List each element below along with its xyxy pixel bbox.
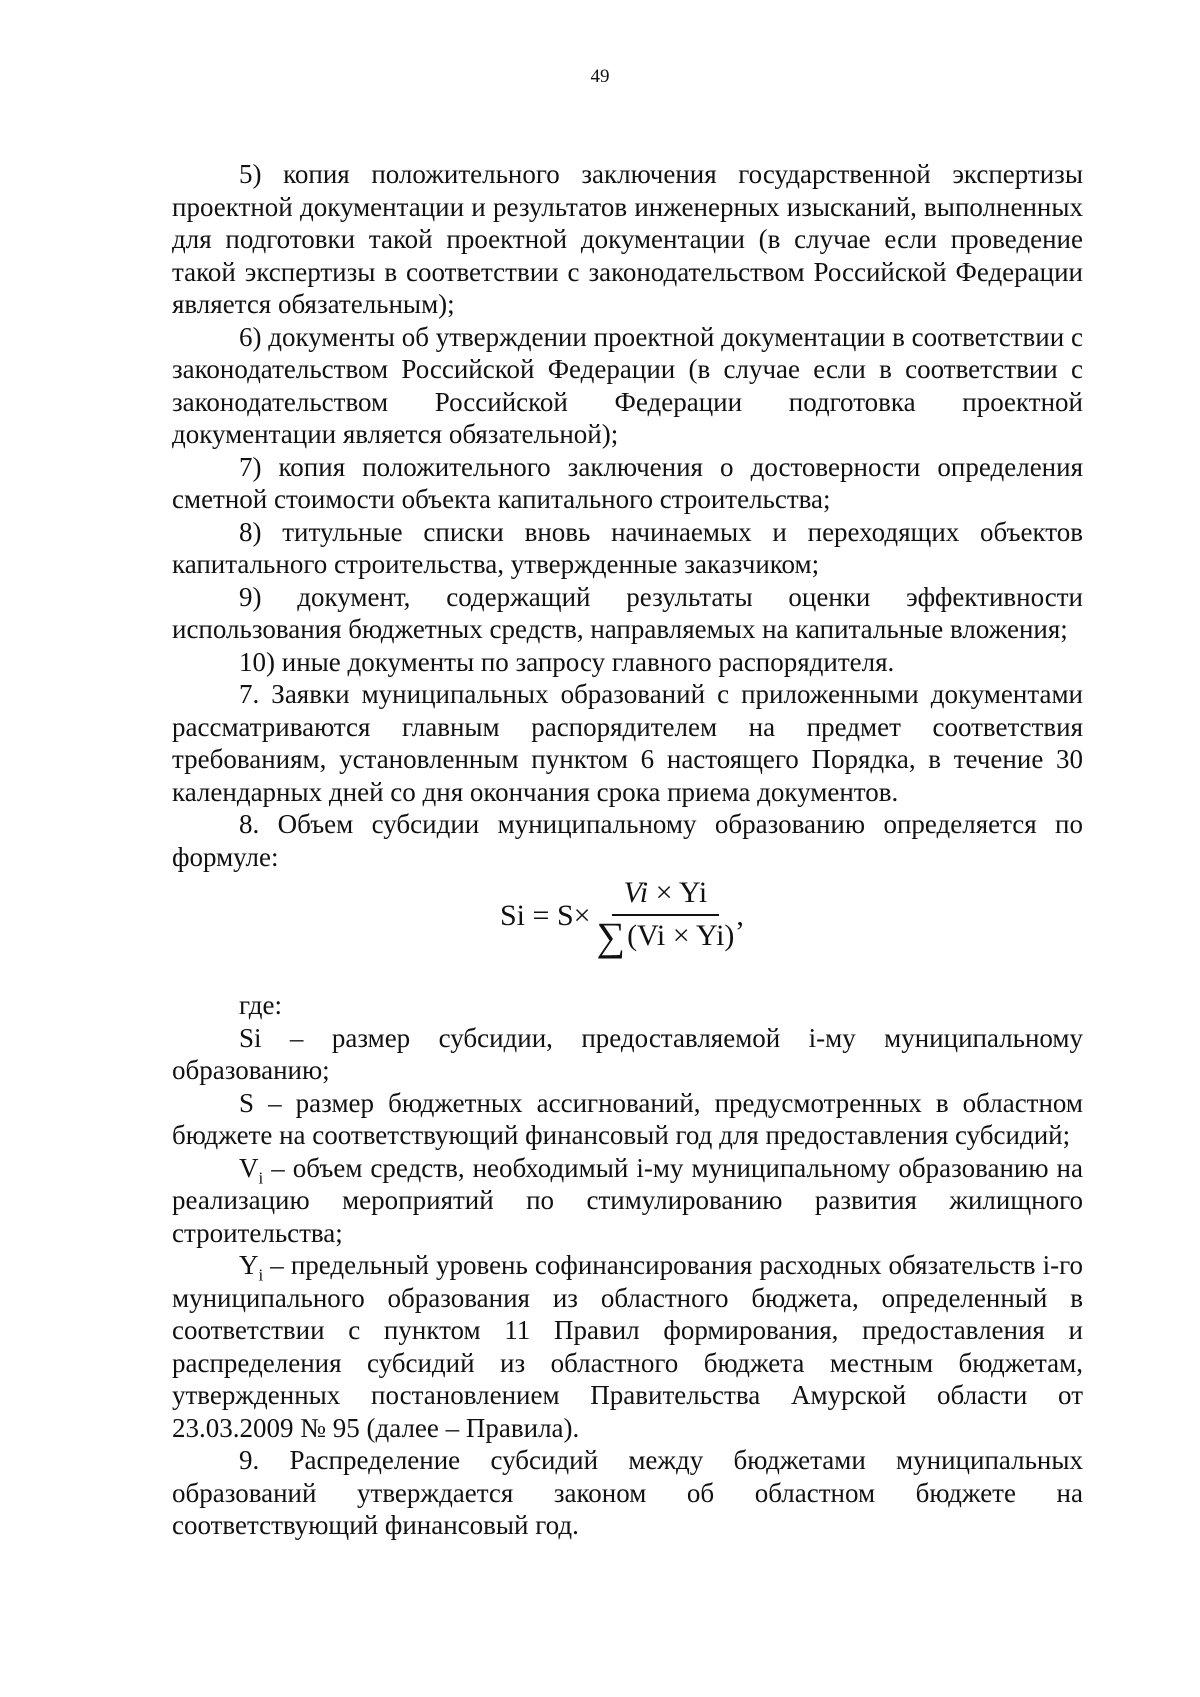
- paragraph-list-item-6: 6) документы об утверждении проектной документации в соответствии с законодательством Российской Федерации (в случае если в соответствии с законодательством Российской Федерации подготовка проектной документации является обязательной);: [172, 321, 1083, 449]
- yi-symbol: Y: [239, 1250, 259, 1280]
- document-body: [172, 158, 1083, 1542]
- formula-numerator-v: Vi: [623, 876, 649, 909]
- paragraph-item-8: 8. Объем субсидии муниципальному образованию определяется по формуле:: [172, 809, 1083, 872]
- vi-subscript: i: [258, 1167, 264, 1187]
- vi-text: – объем средств, необходимый i-му муниципальному образованию на реализацию мероприятий по стимулированию развития жилищного строительства;: [172, 1152, 1083, 1248]
- formula-expression: [500, 876, 744, 959]
- subsidy-formula: [172, 873, 1083, 989]
- paragraph-list-item-9: 9) документ, содержащий результаты оценки эффективности использования бюджетных средств, направляемых на капитальные вложения;: [172, 581, 1083, 644]
- paragraph-list-item-7: 7) копия положительного заключения о достоверности определения сметной стоимости объекта капитального строительства;: [172, 451, 1083, 514]
- paragraph-list-item-10: 10) иные документы по запросу главного распорядителя.: [239, 646, 895, 677]
- paragraph-item-9: 9. Распределение субсидий между бюджетами муниципальных образований утверждается законом об областном бюджете на соответствующий финансовый год.: [172, 1445, 1083, 1540]
- paragraph-list-item-5: 5) копия положительного заключения государственной экспертизы проектной документации и результатов инженерных изысканий, выполненных для подготовки такой проектной документации (в случае если проведение такой экспертизы в соответствии с законодательством Российской Федерации является обязательным);: [172, 159, 1083, 319]
- formula-denominator: [596, 913, 735, 959]
- paragraph-list-item-8: 8) титульные списки вновь начинаемых и переходящих объектов капитального строительства, утвержденные заказчиком;: [172, 516, 1083, 579]
- formula-fraction: [596, 876, 735, 959]
- definitions-intro: где:: [239, 990, 282, 1020]
- sum-symbol: ∑: [596, 913, 626, 959]
- definition-si: Si – размер субсидии, предоставляемой i-му муниципальному образованию;: [172, 1022, 1083, 1085]
- formula-denominator-text: (Vi × Yi): [627, 919, 735, 953]
- formula-numerator: [612, 877, 720, 916]
- formula-comma: ,: [736, 899, 744, 932]
- formula-lhs: Si = S×: [500, 899, 591, 932]
- formula-numerator-rest: × Yi: [655, 876, 708, 909]
- definition-s: S – размер бюджетных ассигнований, предусмотренных в областном бюджете на соответствующий финансовый год для предоставления субсидий;: [172, 1087, 1083, 1150]
- definition-vi: [172, 1152, 1083, 1250]
- vi-symbol: V: [239, 1152, 259, 1183]
- page-number: 49: [590, 66, 610, 87]
- yi-text: – предельный уровень софинансирования расходных обязательств i-го муниципального образования из областного бюджета, определенный в соответствии с пунктом 11 Правил формирования, предоставления и распределения субсидий из областного бюджета местным бюджетам, утвержденных постановлением Правительства Амурской области от 23.03.2009 № 95 (далее – Правила).: [172, 1250, 1083, 1443]
- yi-subscript: i: [258, 1265, 264, 1285]
- definition-yi: [172, 1249, 1083, 1444]
- paragraph-item-7: 7. Заявки муниципальных образований с приложенными документами рассматриваются главным распорядителем на предмет соответствия требованиям, установленным пунктом 6 настоящего Порядка, в течение 30 календарных дней со дня окончания срока приема документов.: [172, 679, 1083, 807]
